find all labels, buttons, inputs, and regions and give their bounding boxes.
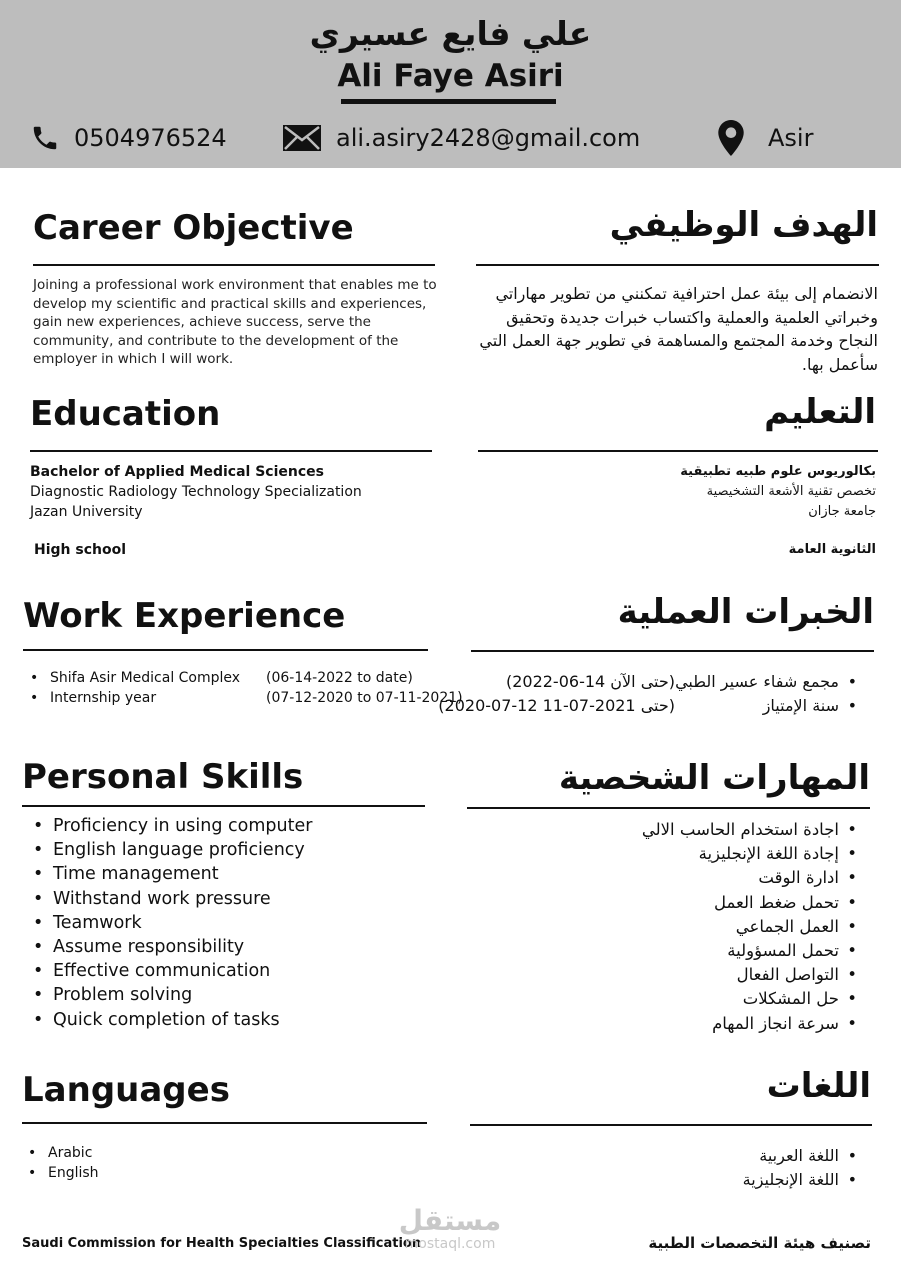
list-item: • Withstand work pressure: [25, 887, 425, 911]
degree-ar: بكالوريوس علوم طبيه تطبيقية: [680, 464, 876, 479]
list-item: [438, 694, 865, 718]
university-ar: جامعة جازان: [808, 504, 876, 519]
work-list-ar: [438, 670, 865, 718]
name-arabic: علي فايع عسيري: [309, 14, 592, 53]
work-place: سنة الإمتياز: [762, 696, 839, 715]
list-item: • سرعة انجاز المهام: [485, 1012, 865, 1036]
heading-career-objective: Career Objective: [33, 208, 354, 248]
languages-list-en: [20, 1143, 220, 1183]
list-item: • اللغة الإنجليزية: [615, 1168, 865, 1192]
work-place: Internship year: [50, 690, 157, 706]
heading-education: Education: [30, 394, 221, 434]
location-text: Asir: [768, 124, 814, 152]
list-item: • Proficiency in using computer: [25, 814, 425, 838]
divider: [478, 450, 878, 452]
email-address: ali.asiry2428@gmail.com: [336, 124, 641, 152]
list-item: • Quick completion of tasks: [25, 1008, 425, 1032]
envelope-icon: [282, 124, 322, 152]
list-item: • التواصل الفعال: [485, 963, 865, 987]
heading-languages: Languages: [22, 1070, 230, 1110]
education-block-en: [30, 462, 362, 522]
name-english: Ali Faye Asiri: [337, 58, 564, 94]
list-item: • تحمل ضغط العمل: [485, 891, 865, 915]
skills-list-en: [25, 814, 425, 1032]
high-school-ar: الثانوية العامة: [788, 542, 876, 557]
list-item: • English language proficiency: [25, 838, 425, 862]
work-list-en: [22, 668, 463, 708]
divider: [33, 264, 435, 266]
list-item: • Time management: [25, 862, 425, 886]
divider: [471, 650, 874, 652]
divider: [470, 1124, 872, 1126]
work-date: (06-14-2022 to date): [266, 670, 413, 686]
divider: [22, 805, 425, 807]
contact-phone[interactable]: [30, 118, 227, 158]
divider: [22, 1122, 427, 1124]
heading-languages-ar: اللغات: [766, 1066, 871, 1106]
contact-email[interactable]: [282, 118, 640, 158]
skills-list-ar: [485, 818, 865, 1036]
work-date: (2022-06-14 حتى الآن): [505, 672, 675, 691]
work-date: (2020-07-12 حتى 2021-07-11): [438, 696, 675, 715]
list-item: • اجادة استخدام الحاسب الالي: [485, 818, 865, 842]
work-date: (07-12-2020 to 07-11-2021): [266, 690, 463, 706]
heading-work-experience: Work Experience: [23, 596, 346, 636]
heading-personal-skills-ar: المهارات الشخصية: [558, 758, 870, 798]
list-item: • العمل الجماعي: [485, 915, 865, 939]
work-place: Shifa Asir Medical Complex: [50, 670, 241, 686]
phone-icon: [30, 123, 60, 153]
list-item: • ادارة الوقت: [485, 866, 865, 890]
list-item: • Teamwork: [25, 911, 425, 935]
objective-text-en: Joining a professional work environment that enables me to develop my scientific and practical skills and experiences, gain new experiences, achieve success, serve the community, and contribute to the development of the employer in which I will work.: [33, 277, 437, 367]
phone-number: 0504976524: [74, 124, 227, 152]
watermark-text-ar: مستقل: [398, 1204, 502, 1237]
list-item: [22, 688, 463, 708]
university-en: Jazan University: [30, 504, 143, 520]
map-pin-icon: [718, 120, 744, 156]
divider: [476, 264, 879, 266]
list-item: [22, 668, 422, 688]
list-item: • اللغة العربية: [615, 1144, 865, 1168]
list-item: • تحمل المسؤولية: [485, 939, 865, 963]
list-item: • حل المشكلات: [485, 987, 865, 1011]
specialization-ar: تخصص تقنية الأشعة التشخيصية: [706, 484, 876, 499]
list-item: [475, 670, 865, 694]
education-block-ar: [680, 462, 876, 522]
list-item: • إجادة اللغة الإنجليزية: [485, 842, 865, 866]
high-school-en: High school: [34, 542, 127, 558]
footer-classification-ar: تصنيف هيئة التخصصات الطبية: [648, 1234, 871, 1252]
heading-career-objective-ar: الهدف الوظيفي: [609, 205, 878, 245]
divider: [23, 649, 428, 651]
list-item: • English: [20, 1163, 220, 1183]
header-banner: [0, 0, 901, 168]
divider: [30, 450, 432, 452]
list-item: • Arabic: [20, 1143, 220, 1163]
work-place: مجمع شفاء عسير الطبي: [675, 672, 839, 691]
objective-text-ar: الانضمام إلى بيئة عمل احترافية تمكنني من تطوير مهاراتي وخبراتي العلمية والعملية واكتساب خبرات جديدة وتحقيق النجاح وخدمة المجتمع والمساهمة في تطوير جهة العمل التي سأعمل بها.: [479, 284, 878, 374]
contact-location: [718, 118, 813, 158]
heading-personal-skills: Personal Skills: [22, 757, 304, 797]
degree-en: Bachelor of Applied Medical Sciences: [30, 464, 324, 480]
list-item: • Problem solving: [25, 983, 425, 1007]
list-item: • Assume responsibility: [25, 935, 425, 959]
heading-education-ar: التعليم: [764, 392, 876, 432]
watermark-url: mostaql.com: [404, 1236, 496, 1252]
watermark-logo: [394, 1206, 506, 1252]
list-item: • Effective communication: [25, 959, 425, 983]
specialization-en: Diagnostic Radiology Technology Specialization: [30, 484, 362, 500]
languages-list-ar: [615, 1144, 865, 1192]
heading-work-experience-ar: الخبرات العملية: [617, 592, 874, 632]
name-underline: [341, 99, 556, 104]
footer-classification-en: Saudi Commission for Health Specialties Classification: [22, 1236, 422, 1251]
divider: [467, 807, 870, 809]
